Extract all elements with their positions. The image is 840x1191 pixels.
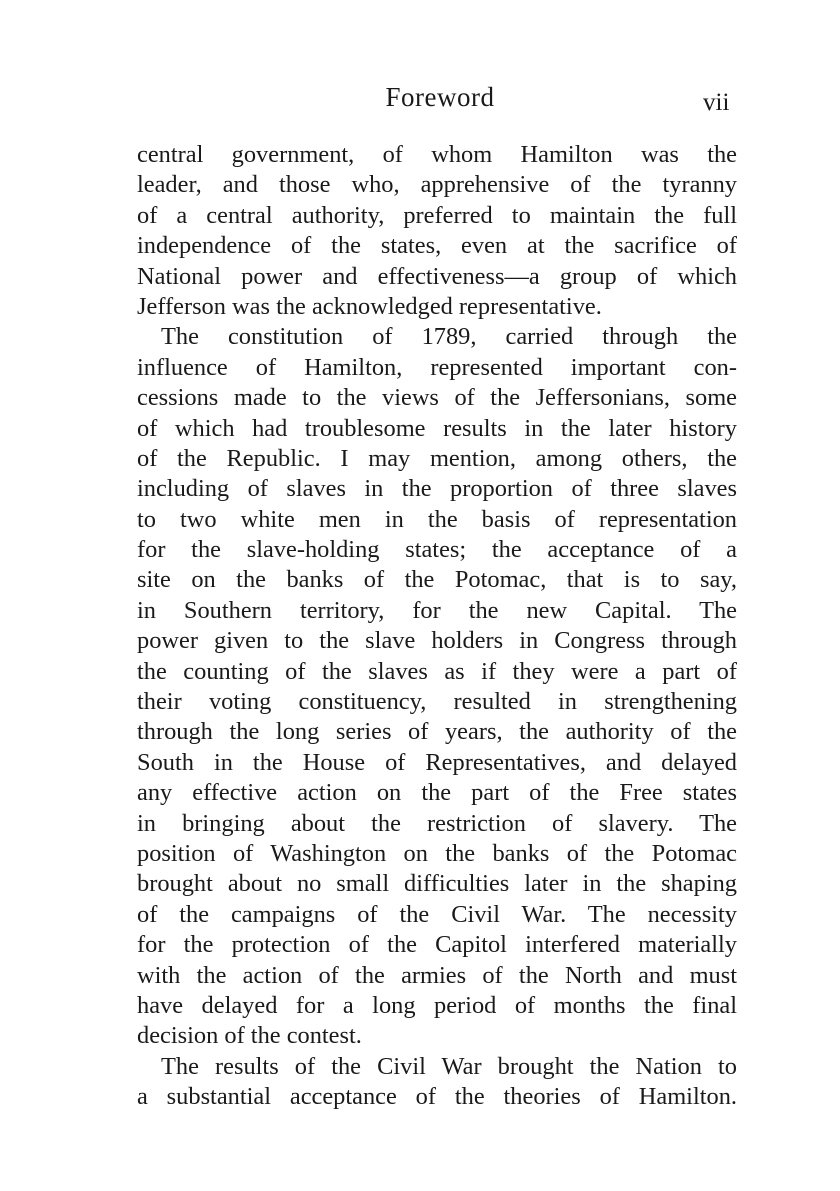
text-line: The constitution of 1789, carried through the	[161, 323, 737, 351]
text-line: with the action of the armies of the North and must	[137, 961, 737, 989]
body-text	[137, 140, 737, 1113]
text-line: the counting of the slaves as if they were a part of	[137, 657, 737, 685]
text-line: any effective action on the part of the Free states	[137, 779, 737, 807]
paragraph-3	[113, 1052, 737, 1113]
text-line: a substantial acceptance of the theories of Hamilton.	[137, 1083, 737, 1111]
text-line: through the long series of years, the authority of the	[137, 718, 737, 746]
text-line: influence of Hamilton, represented important con-	[137, 353, 737, 381]
text-line: their voting constituency, resulted in strengthening	[137, 688, 737, 716]
text-line: site on the banks of the Potomac, that is to say,	[137, 566, 737, 594]
text-line: of the Republic. I may mention, among others, the	[137, 444, 737, 472]
text-line: for the slave-holding states; the acceptance of a	[137, 536, 737, 564]
text-line: South in the House of Representatives, and delayed	[137, 748, 737, 776]
text-line: have delayed for a long period of months the final	[137, 991, 737, 1019]
running-head	[0, 80, 840, 120]
text-line: decision of the contest.	[137, 1022, 362, 1050]
paragraph-1	[137, 140, 737, 322]
text-line: independence of the states, even at the sacrifice of	[137, 232, 737, 260]
text-line: power given to the slave holders in Congress through	[137, 627, 737, 655]
text-line: cessions made to the views of the Jeffersonians, some	[137, 384, 737, 412]
running-title: Foreword	[385, 82, 495, 112]
text-line: of a central authority, preferred to maintain the full	[137, 201, 737, 229]
text-line: in bringing about the restriction of slavery. The	[137, 809, 737, 837]
paragraph-2	[113, 322, 737, 1051]
text-line: National power and effectiveness—a group of which	[137, 262, 737, 290]
text-line: Jefferson was the acknowledged representative.	[137, 292, 602, 320]
text-line: The results of the Civil War brought the Nation to	[161, 1052, 737, 1080]
text-line: brought about no small difficulties later in the shaping	[137, 870, 737, 898]
page-number: vii	[703, 89, 730, 116]
text-line: central government, of whom Hamilton was the	[137, 141, 737, 168]
text-line: to two white men in the basis of representation	[137, 505, 737, 533]
text-line: including of slaves in the proportion of three slaves	[137, 475, 737, 503]
text-line: position of Washington on the banks of the Potomac	[137, 839, 737, 867]
text-line: for the protection of the Capitol interfered materially	[137, 931, 737, 959]
text-line: in Southern territory, for the new Capital. The	[137, 596, 737, 624]
text-line: of which had troublesome results in the later history	[137, 414, 737, 442]
text-line: of the campaigns of the Civil War. The necessity	[137, 900, 737, 928]
text-line: leader, and those who, apprehensive of the tyranny	[137, 171, 737, 199]
